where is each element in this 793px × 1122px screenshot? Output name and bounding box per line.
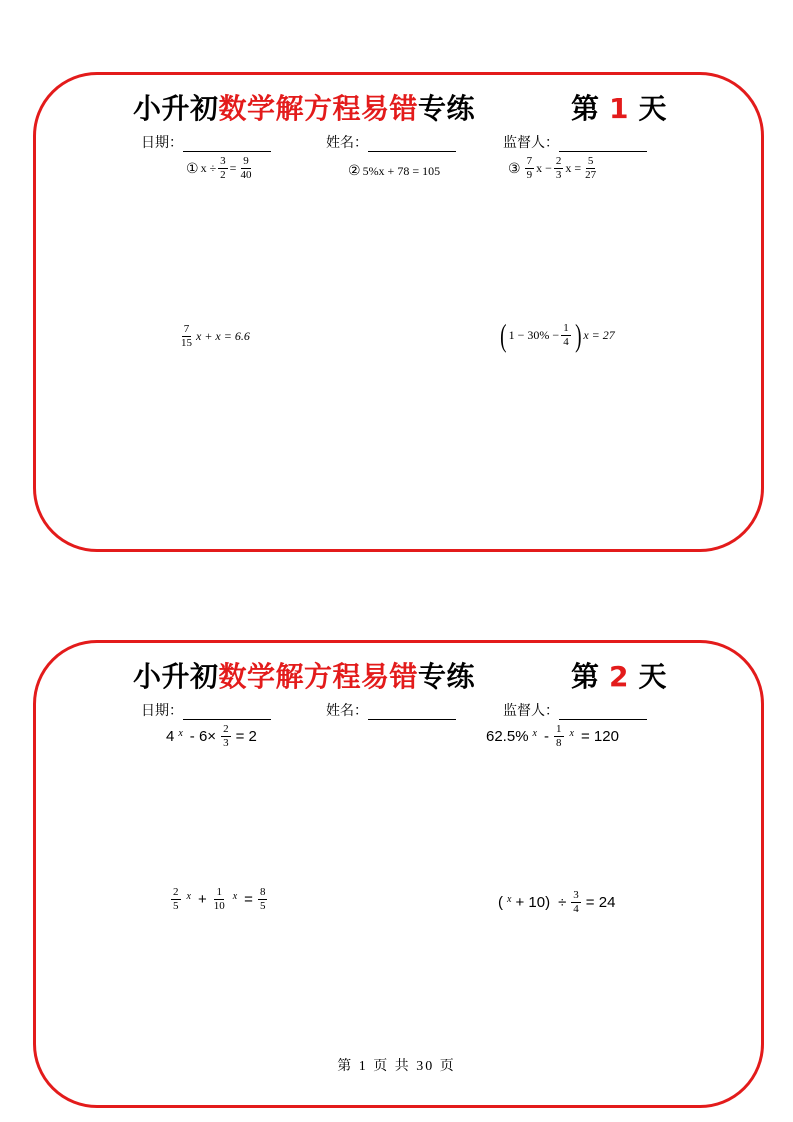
worksheet-title: 小升初数学解方程易错专练 [133, 660, 476, 693]
equation-1: ① x ÷ $\frac{3}{2}$ = $\frac{9}{40}$ [186, 155, 252, 181]
worksheet-card-day-2 [33, 640, 764, 1108]
day-label: 第 1 天 [571, 92, 667, 125]
name-field[interactable]: 姓名： [326, 700, 456, 720]
date-field[interactable]: 日期： [141, 700, 271, 720]
date-field[interactable]: 日期： [141, 132, 271, 152]
worksheet-title: 小升初数学解方程易错专练 [133, 92, 476, 125]
name-field[interactable]: 姓名： [326, 132, 456, 152]
equation-2: ② 5%x + 78 = 105 [348, 163, 441, 179]
worksheet-card-day-1 [33, 72, 764, 552]
supervisor-field[interactable]: 监督人： [503, 700, 647, 720]
equation-2: 62.5% x - $\frac{1}{8}$ x = 120 [486, 723, 619, 749]
equation-3: $\frac{2}{5}$ x + $\frac{1}{10}$ x = $\frac{8}{5}$ [173, 886, 266, 912]
equation-5: ( 1 − 30% − $\frac{1}{4}$ ) x = 27 [500, 317, 615, 353]
equation-4: ( x + 10) ÷ $\frac{3}{4}$ = 24 [498, 889, 616, 915]
supervisor-field[interactable]: 监督人： [503, 132, 647, 152]
equation-1: 4 x - 6× $\frac{2}{3}$ = 2 [166, 723, 257, 749]
equation-3: ③ $\frac{7}{9}$ x − $\frac{2}{3}$ x = $\frac{5}{27}$ [508, 155, 597, 181]
day-label: 第 2 天 [571, 660, 667, 693]
page-footer: 第 1 页 共 30 页 [337, 1059, 456, 1074]
equation-4: $\frac{7}{15}$ x + x = 6.6 [181, 323, 250, 349]
